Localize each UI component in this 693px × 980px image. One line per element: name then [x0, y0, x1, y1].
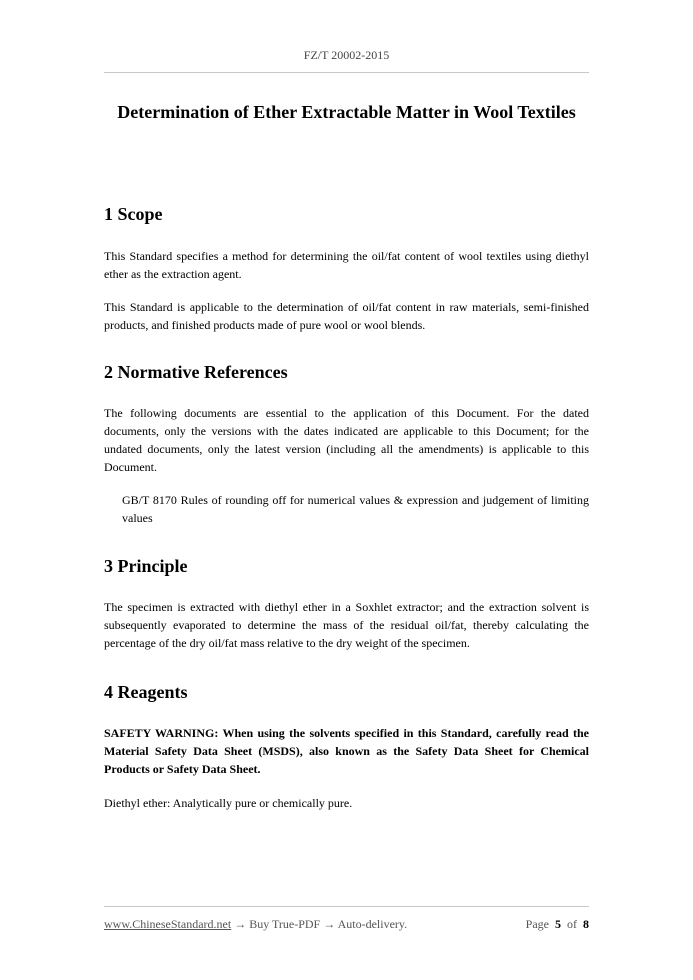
page-of: of: [567, 917, 577, 931]
site-link[interactable]: www.ChineseStandard.net: [104, 917, 232, 931]
reference-item: GB/T 8170 Rules of rounding off for numerical values & expression and judgement of limiting values: [122, 493, 589, 525]
principle-paragraph: The specimen is extracted with diethyl ether in a Soxhlet extractor; and the extraction solvent is subsequently evaporated to determine the mass of the residual oil/fat, thereby calculating the percentage of the dry oil/fat mass relative to the dry weight of the specimen.: [104, 600, 589, 650]
scope-paragraph-1: This Standard specifies a method for determining the oil/fat content of wool textiles using diethyl ether as the extraction agent.: [104, 249, 589, 281]
auto-delivery-text: Auto-delivery.: [337, 917, 408, 931]
section-heading-principle: 3 Principle: [104, 556, 188, 576]
page-indicator: [526, 917, 589, 932]
footer-divider: [104, 906, 589, 907]
safety-warning: SAFETY WARNING: When using the solvents specified in this Standard, carefully read the Material Safety Data Sheet (MSDS), also known as the Safety Data Sheet for Chemical Products or Safety Data Sheet.: [104, 726, 589, 776]
buy-true-pdf-text: Buy True-PDF: [249, 917, 321, 931]
page-label: Page: [525, 917, 549, 931]
arrow-right-icon: →: [234, 917, 247, 931]
footer-left: [104, 917, 407, 932]
section-heading-scope: 1 Scope: [104, 204, 163, 224]
page-total: 8: [583, 917, 589, 931]
section-heading-normative-references: 2 Normative References: [104, 362, 288, 382]
scope-paragraph-2: This Standard is applicable to the determination of oil/fat content in raw materials, semi-finished products, and finished products made of pure wool or wool blends.: [104, 300, 589, 332]
page-current: 5: [555, 917, 561, 931]
document-title: Determination of Ether Extractable Matter in Wool Textiles: [117, 102, 576, 122]
header-divider: [104, 72, 589, 73]
reagents-paragraph: Diethyl ether: Analytically pure or chemically pure.: [104, 796, 353, 810]
arrow-right-icon: →: [323, 917, 336, 931]
normative-references-paragraph: The following documents are essential to the application of this Document. For the dated documents, only the versions with the dates indicated are applicable to this Document; for the undated documents, only the latest version (including all the amendments) is applicable to this Document.: [104, 406, 589, 474]
section-heading-reagents: 4 Reagents: [104, 682, 188, 702]
header-doc-number: FZ/T 20002-2015: [303, 48, 390, 62]
